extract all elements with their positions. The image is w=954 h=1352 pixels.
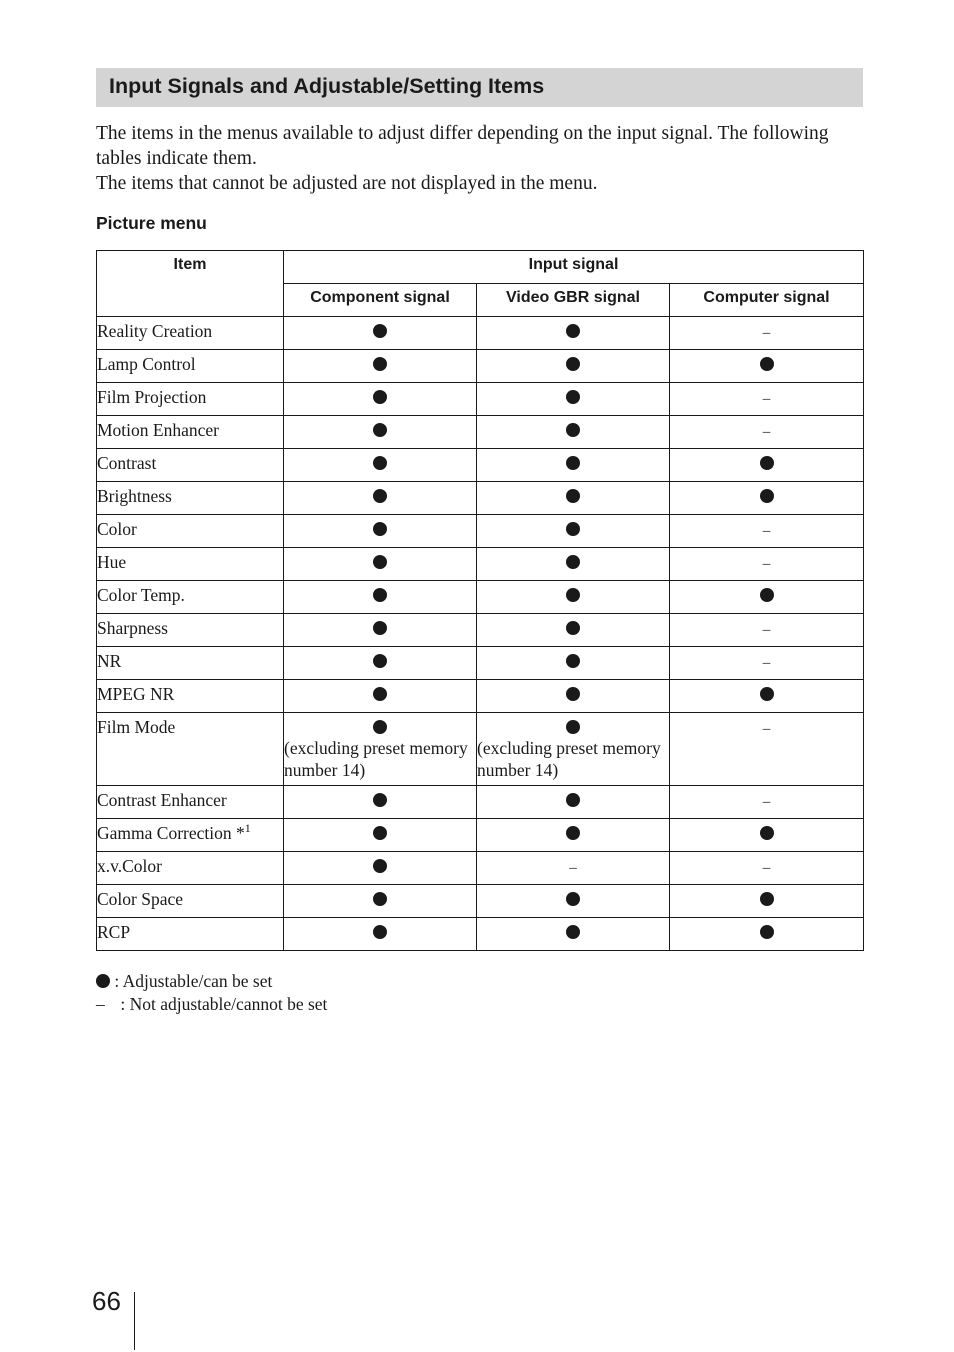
- row-value-cell: [670, 449, 864, 482]
- value-holder: [569, 856, 577, 876]
- filled-circle-icon: [96, 974, 110, 988]
- table-row: [97, 918, 864, 951]
- row-item-label: Lamp Control: [97, 354, 196, 374]
- row-item-label: Hue: [97, 552, 127, 572]
- row-item-label: NR: [97, 651, 122, 671]
- value-holder: [760, 684, 774, 704]
- legend: [96, 970, 327, 1016]
- row-value-cell: [284, 852, 477, 885]
- row-value-cell: [284, 350, 477, 383]
- row-value-cell: [284, 548, 477, 581]
- value-holder: [566, 651, 580, 671]
- row-value-cell: [477, 482, 670, 515]
- row-value-cell: [670, 713, 864, 786]
- filled-circle-icon: [373, 489, 387, 503]
- value-holder: [566, 790, 580, 810]
- dash-symbol: –: [762, 794, 771, 810]
- row-item-name: [97, 581, 284, 614]
- picture-menu-table: [96, 250, 864, 951]
- value-holder: [373, 354, 387, 374]
- row-item-name: [97, 713, 284, 786]
- filled-circle-icon: [373, 859, 387, 873]
- dash-symbol: –: [96, 994, 105, 1014]
- filled-circle-icon: [566, 357, 580, 371]
- row-item-label: RCP: [97, 922, 131, 942]
- page-divider: [134, 1292, 135, 1350]
- filled-circle-icon: [566, 489, 580, 503]
- value-holder: [373, 684, 387, 704]
- row-value-cell: [477, 819, 670, 852]
- filled-circle-icon: [373, 826, 387, 840]
- row-item-name: [97, 416, 284, 449]
- dash-symbol: –: [762, 860, 771, 876]
- row-value-cell: [477, 852, 670, 885]
- value-holder: [760, 453, 774, 473]
- dash-symbol: –: [762, 655, 771, 671]
- value-holder: [763, 790, 771, 810]
- value-holder: [373, 856, 387, 876]
- filled-circle-icon: [373, 925, 387, 939]
- row-value-cell: [670, 918, 864, 951]
- row-item-name: [97, 350, 284, 383]
- value-holder: [373, 618, 387, 638]
- table-row: [97, 515, 864, 548]
- filled-circle-icon: [373, 555, 387, 569]
- value-holder: [763, 552, 771, 572]
- filled-circle-icon: [566, 687, 580, 701]
- row-value-cell: [284, 317, 477, 350]
- row-item-name: [97, 383, 284, 416]
- legend-not-adjustable: [96, 993, 327, 1016]
- filled-circle-icon: [566, 324, 580, 338]
- filled-circle-icon: [373, 720, 387, 734]
- row-item-name: [97, 680, 284, 713]
- row-value-cell: [477, 548, 670, 581]
- value-holder: [373, 889, 387, 909]
- table-body: [97, 317, 864, 951]
- filled-circle-icon: [566, 522, 580, 536]
- filled-circle-icon: [373, 522, 387, 536]
- table-row: [97, 548, 864, 581]
- value-holder: [373, 321, 387, 341]
- filled-circle-icon: [566, 423, 580, 437]
- row-item-label: Reality Creation: [97, 321, 213, 341]
- filled-circle-icon: [373, 654, 387, 668]
- row-item-name: [97, 885, 284, 918]
- filled-circle-icon: [566, 720, 580, 734]
- row-value-cell: [477, 885, 670, 918]
- table-row: [97, 449, 864, 482]
- row-item-label: Film Mode: [97, 717, 176, 737]
- value-holder: [373, 420, 387, 440]
- header-component-signal: Component signal: [284, 284, 477, 317]
- row-value-cell: [670, 350, 864, 383]
- value-holder: [566, 519, 580, 539]
- header-input-signal: Input signal: [284, 251, 864, 284]
- value-holder: [373, 519, 387, 539]
- value-holder: [373, 790, 387, 810]
- filled-circle-icon: [566, 390, 580, 404]
- table-row: [97, 885, 864, 918]
- value-holder: [566, 420, 580, 440]
- filled-circle-icon: [566, 826, 580, 840]
- header-video-gbr-signal: Video GBR signal: [477, 284, 670, 317]
- row-value-cell: [477, 416, 670, 449]
- row-value-cell: [477, 918, 670, 951]
- row-value-cell: [670, 482, 864, 515]
- value-holder: [373, 387, 387, 407]
- row-value-cell: [477, 581, 670, 614]
- row-item-name: [97, 449, 284, 482]
- filled-circle-icon: [373, 423, 387, 437]
- table-row: [97, 614, 864, 647]
- row-item-name: [97, 317, 284, 350]
- row-item-label: Brightness: [97, 486, 172, 506]
- row-value-cell: [284, 680, 477, 713]
- value-holder: [763, 387, 771, 407]
- row-value-cell: [284, 786, 477, 819]
- value-holder: [763, 651, 771, 671]
- filled-circle-icon: [566, 456, 580, 470]
- cell-note: (excluding preset memory number 14): [477, 738, 661, 780]
- value-holder: [763, 321, 771, 341]
- row-item-name: [97, 918, 284, 951]
- section-title-bar: [96, 68, 863, 107]
- row-value-cell: [477, 383, 670, 416]
- row-value-cell: [284, 918, 477, 951]
- value-holder: [373, 651, 387, 671]
- table-row: [97, 680, 864, 713]
- value-holder: [566, 585, 580, 605]
- row-value-cell: [670, 885, 864, 918]
- table-row: [97, 416, 864, 449]
- value-holder: [566, 552, 580, 572]
- filled-circle-icon: [566, 892, 580, 906]
- row-value-cell: [477, 786, 670, 819]
- row-value-cell: [284, 482, 477, 515]
- filled-circle-icon: [760, 357, 774, 371]
- dash-symbol: –: [762, 424, 771, 440]
- table-header-row: [97, 251, 864, 284]
- row-value-cell: [477, 647, 670, 680]
- legend-adjustable: [96, 970, 327, 993]
- picture-menu-heading: Picture menu: [96, 213, 207, 233]
- value-holder: [373, 823, 387, 843]
- value-holder: [566, 684, 580, 704]
- filled-circle-icon: [760, 456, 774, 470]
- row-item-name: [97, 515, 284, 548]
- row-item-name: [97, 786, 284, 819]
- table-row: [97, 482, 864, 515]
- intro-paragraph-1: The items in the menus available to adjust differ depending on the input signal. The following tables indicate them.: [96, 123, 829, 169]
- row-value-cell: [670, 680, 864, 713]
- intro-paragraph-2: The items that cannot be adjusted are not displayed in the menu.: [96, 173, 598, 194]
- filled-circle-icon: [760, 826, 774, 840]
- row-value-cell: [284, 449, 477, 482]
- dash-symbol: –: [762, 325, 771, 341]
- row-value-cell: [477, 449, 670, 482]
- row-value-cell: [670, 581, 864, 614]
- value-holder: [763, 519, 771, 539]
- value-holder: [566, 453, 580, 473]
- value-holder: [566, 823, 580, 843]
- filled-circle-icon: [373, 621, 387, 635]
- table-row: [97, 350, 864, 383]
- value-holder: [760, 585, 774, 605]
- row-item-label: MPEG NR: [97, 684, 175, 704]
- row-item-label: x.v.Color: [97, 856, 162, 876]
- filled-circle-icon: [373, 793, 387, 807]
- row-value-cell: [284, 515, 477, 548]
- cell-note: (excluding preset memory number 14): [284, 738, 468, 780]
- dash-symbol: –: [762, 721, 771, 737]
- row-value-cell: [284, 383, 477, 416]
- row-value-cell: [670, 647, 864, 680]
- row-item-name: [97, 548, 284, 581]
- dash-symbol: –: [762, 556, 771, 572]
- row-value-cell: [284, 819, 477, 852]
- header-item: Item: [97, 251, 284, 317]
- value-holder: [763, 856, 771, 876]
- filled-circle-icon: [566, 588, 580, 602]
- row-item-name: [97, 614, 284, 647]
- intro-text: [96, 121, 856, 196]
- row-item-label: Sharpness: [97, 618, 168, 638]
- row-value-cell: [670, 383, 864, 416]
- row-item-label: Film Projection: [97, 387, 207, 407]
- value-holder: [760, 889, 774, 909]
- row-value-cell: [284, 614, 477, 647]
- filled-circle-icon: [566, 555, 580, 569]
- value-holder: [566, 321, 580, 341]
- table-row: [97, 713, 864, 786]
- row-value-cell: [670, 317, 864, 350]
- section-title: Input Signals and Adjustable/Setting Items: [109, 74, 545, 98]
- filled-circle-icon: [373, 892, 387, 906]
- row-value-cell: [284, 581, 477, 614]
- value-holder: [566, 618, 580, 638]
- row-value-cell: [670, 852, 864, 885]
- row-item-name: [97, 819, 284, 852]
- legend-not-adjustable-text: : Not adjustable/cannot be set: [120, 994, 328, 1014]
- value-holder: [566, 354, 580, 374]
- dash-symbol: –: [569, 860, 577, 876]
- value-holder: [373, 486, 387, 506]
- row-item-name: [97, 482, 284, 515]
- value-holder: [763, 618, 771, 638]
- filled-circle-icon: [373, 390, 387, 404]
- dash-symbol: –: [762, 391, 771, 407]
- row-value-cell: [284, 647, 477, 680]
- filled-circle-icon: [373, 687, 387, 701]
- value-holder: [566, 922, 580, 942]
- row-value-cell: [670, 819, 864, 852]
- value-holder: [760, 823, 774, 843]
- value-holder: [566, 486, 580, 506]
- row-value-cell: [477, 515, 670, 548]
- row-value-cell: [477, 350, 670, 383]
- row-item-name: [97, 647, 284, 680]
- filled-circle-icon: [373, 456, 387, 470]
- value-holder: [566, 387, 580, 407]
- filled-circle-icon: [566, 621, 580, 635]
- filled-circle-icon: [373, 324, 387, 338]
- dash-symbol: –: [762, 622, 771, 638]
- row-item-label: Gamma Correction *: [97, 823, 245, 843]
- filled-circle-icon: [760, 489, 774, 503]
- row-item-label: Color: [97, 519, 137, 539]
- row-item-label: Contrast Enhancer: [97, 790, 227, 810]
- row-value-cell: [477, 713, 670, 786]
- value-holder: [566, 889, 580, 909]
- value-holder: [760, 354, 774, 374]
- filled-circle-icon: [566, 654, 580, 668]
- value-holder: [763, 717, 771, 737]
- row-item-name: [97, 852, 284, 885]
- row-value-cell: [670, 548, 864, 581]
- filled-circle-icon: [760, 687, 774, 701]
- row-value-cell: [670, 614, 864, 647]
- table-row: [97, 786, 864, 819]
- dash-symbol: –: [762, 523, 771, 539]
- value-holder: [373, 453, 387, 473]
- row-item-label: Contrast: [97, 453, 157, 473]
- row-value-cell: [284, 885, 477, 918]
- row-value-cell: [670, 416, 864, 449]
- row-item-label: Motion Enhancer: [97, 420, 219, 440]
- row-value-cell: [670, 786, 864, 819]
- filled-circle-icon: [373, 588, 387, 602]
- filled-circle-icon: [760, 588, 774, 602]
- table-row: [97, 647, 864, 680]
- filled-circle-icon: [373, 357, 387, 371]
- filled-circle-icon: [566, 925, 580, 939]
- page-number: 66: [92, 1286, 121, 1316]
- value-holder: [760, 486, 774, 506]
- table-row: [97, 819, 864, 852]
- row-value-cell: [477, 614, 670, 647]
- table-row: [97, 383, 864, 416]
- row-item-label: Color Temp.: [97, 585, 185, 605]
- row-item-label: Color Space: [97, 889, 184, 909]
- value-holder: [373, 552, 387, 572]
- legend-adjustable-text: : Adjustable/can be set: [114, 971, 273, 991]
- table-row: [97, 852, 864, 885]
- table-row: [97, 581, 864, 614]
- filled-circle-icon: [760, 925, 774, 939]
- row-value-cell: [477, 317, 670, 350]
- table-row: [97, 317, 864, 350]
- row-value-cell: [284, 713, 477, 786]
- row-value-cell: [477, 680, 670, 713]
- value-holder: [760, 922, 774, 942]
- filled-circle-icon: [566, 793, 580, 807]
- header-computer-signal: Computer signal: [670, 284, 864, 317]
- value-holder: [763, 420, 771, 440]
- filled-circle-icon: [760, 892, 774, 906]
- row-value-cell: [670, 515, 864, 548]
- value-holder: [373, 585, 387, 605]
- footnote-marker: 1: [244, 821, 251, 836]
- row-value-cell: [284, 416, 477, 449]
- value-holder: [373, 922, 387, 942]
